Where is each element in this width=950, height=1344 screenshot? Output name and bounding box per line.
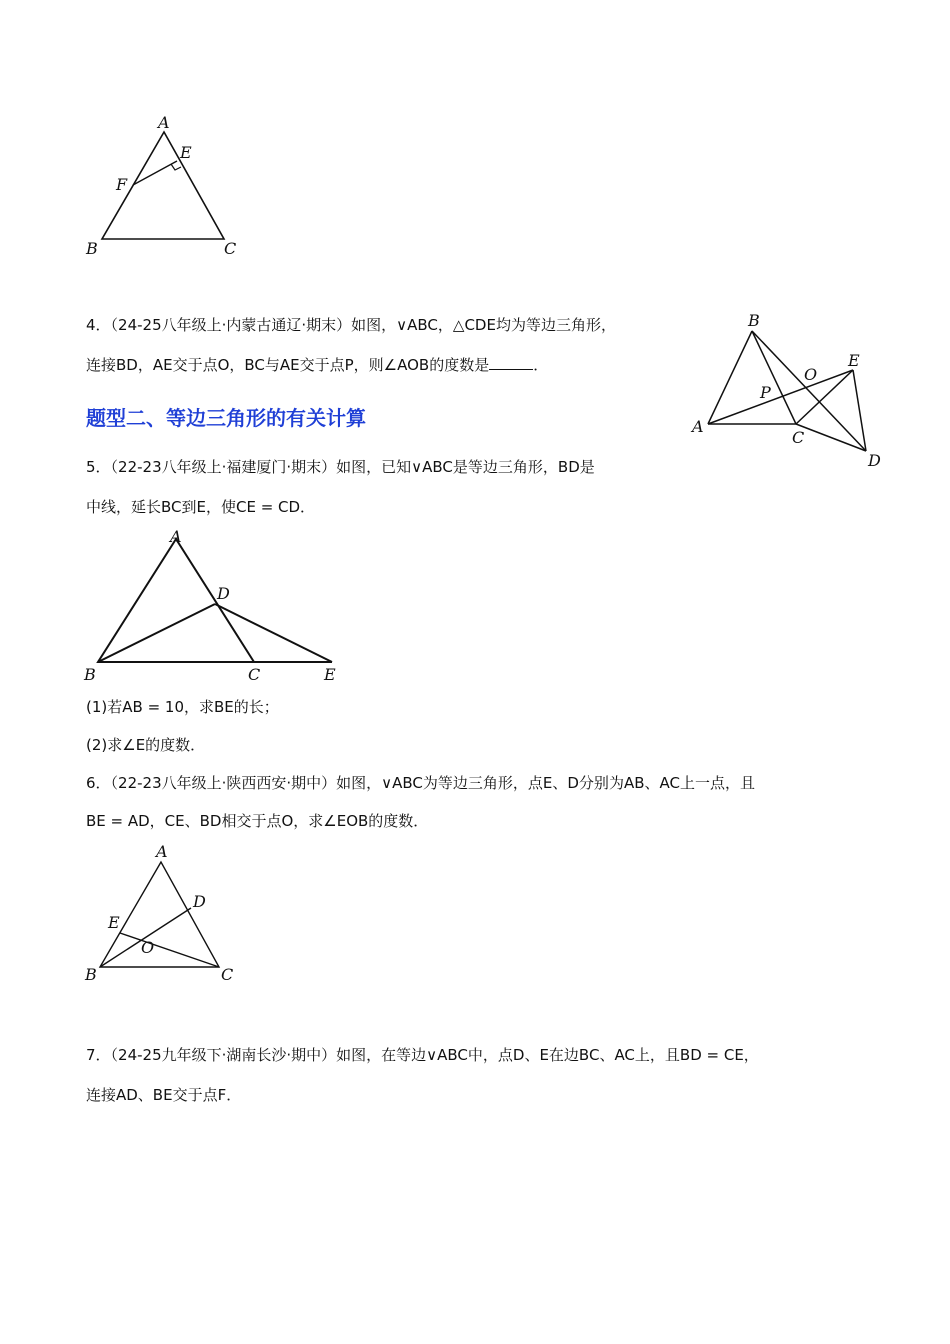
q5-line-2: 中线，延长BC到E，使CE = CD． bbox=[86, 498, 316, 516]
label-f: F bbox=[116, 175, 128, 194]
label-c: C bbox=[248, 665, 261, 684]
label-e: E bbox=[180, 143, 192, 162]
label-b: B bbox=[748, 311, 760, 330]
label-e: E bbox=[848, 351, 860, 370]
label-c: C bbox=[792, 428, 805, 447]
label-a: A bbox=[170, 527, 182, 546]
q6-line-2: BE = AD，CE、BD相交于点O，求∠EOB的度数． bbox=[86, 812, 429, 830]
label-d: D bbox=[868, 451, 881, 470]
label-b: B bbox=[85, 965, 97, 984]
label-a: A bbox=[158, 113, 170, 132]
figure-q4-equilateral-triangles bbox=[686, 306, 896, 474]
label-a: A bbox=[156, 842, 168, 861]
right-angle-mark bbox=[171, 164, 181, 170]
seg-de bbox=[215, 604, 332, 662]
q4-line-2-end: ． bbox=[533, 356, 549, 374]
label-e: E bbox=[324, 665, 336, 684]
label-b: B bbox=[86, 239, 98, 258]
label-e: E bbox=[108, 913, 120, 932]
label-o: O bbox=[804, 365, 818, 384]
figure-q5-triangle-extended bbox=[80, 524, 360, 686]
q5-sub-2: (2)求∠E的度数． bbox=[86, 736, 206, 754]
answer-blank[interactable] bbox=[489, 355, 533, 370]
label-o: O bbox=[141, 938, 155, 957]
seg-ce bbox=[120, 933, 219, 967]
q4-line-2 bbox=[86, 354, 548, 376]
figure-q6-triangle-cevians bbox=[80, 840, 250, 990]
seg-bc bbox=[752, 331, 796, 424]
label-c: C bbox=[221, 965, 234, 984]
label-d: D bbox=[217, 584, 230, 603]
label-a: A bbox=[692, 417, 704, 436]
triangle-abc bbox=[98, 539, 254, 662]
label-d: D bbox=[193, 892, 206, 911]
q6-line-1: 6．（22-23八年级上·陕西西安·期中）如图，∨ABC为等边三角形，点E、D分别为AB、AC上一点，且 bbox=[86, 774, 755, 792]
q7-line-1: 7．（24-25九年级下·湖南长沙·期中）如图，在等边∨ABC中，点D、E在边BC、AC上，且BD = CE， bbox=[86, 1046, 759, 1064]
label-c: C bbox=[224, 239, 237, 258]
figure-triangle-abc-fe bbox=[80, 110, 260, 270]
q7-line-2: 连接AD、BE交于点F． bbox=[86, 1086, 242, 1104]
q4-line-2-text: 连接BD，AE交于点O，BC与AE交于点P，则∠AOB的度数是 bbox=[86, 356, 490, 374]
q4-line-1: 4．（24-25八年级上·内蒙古通辽·期末）如图，∨ABC，△CDE均为等边三角形， bbox=[86, 316, 616, 334]
seg-cd bbox=[796, 424, 866, 451]
section-title: 题型二、等边三角形的有关计算 bbox=[86, 406, 366, 430]
q5-line-1: 5．（22-23八年级上·福建厦门·期末）如图，已知∨ABC是等边三角形，BD是 bbox=[86, 458, 595, 476]
label-p: P bbox=[760, 383, 771, 402]
q5-sub-1: (1)若AB = 10，求BE的长； bbox=[86, 698, 279, 716]
label-b: B bbox=[84, 665, 96, 684]
